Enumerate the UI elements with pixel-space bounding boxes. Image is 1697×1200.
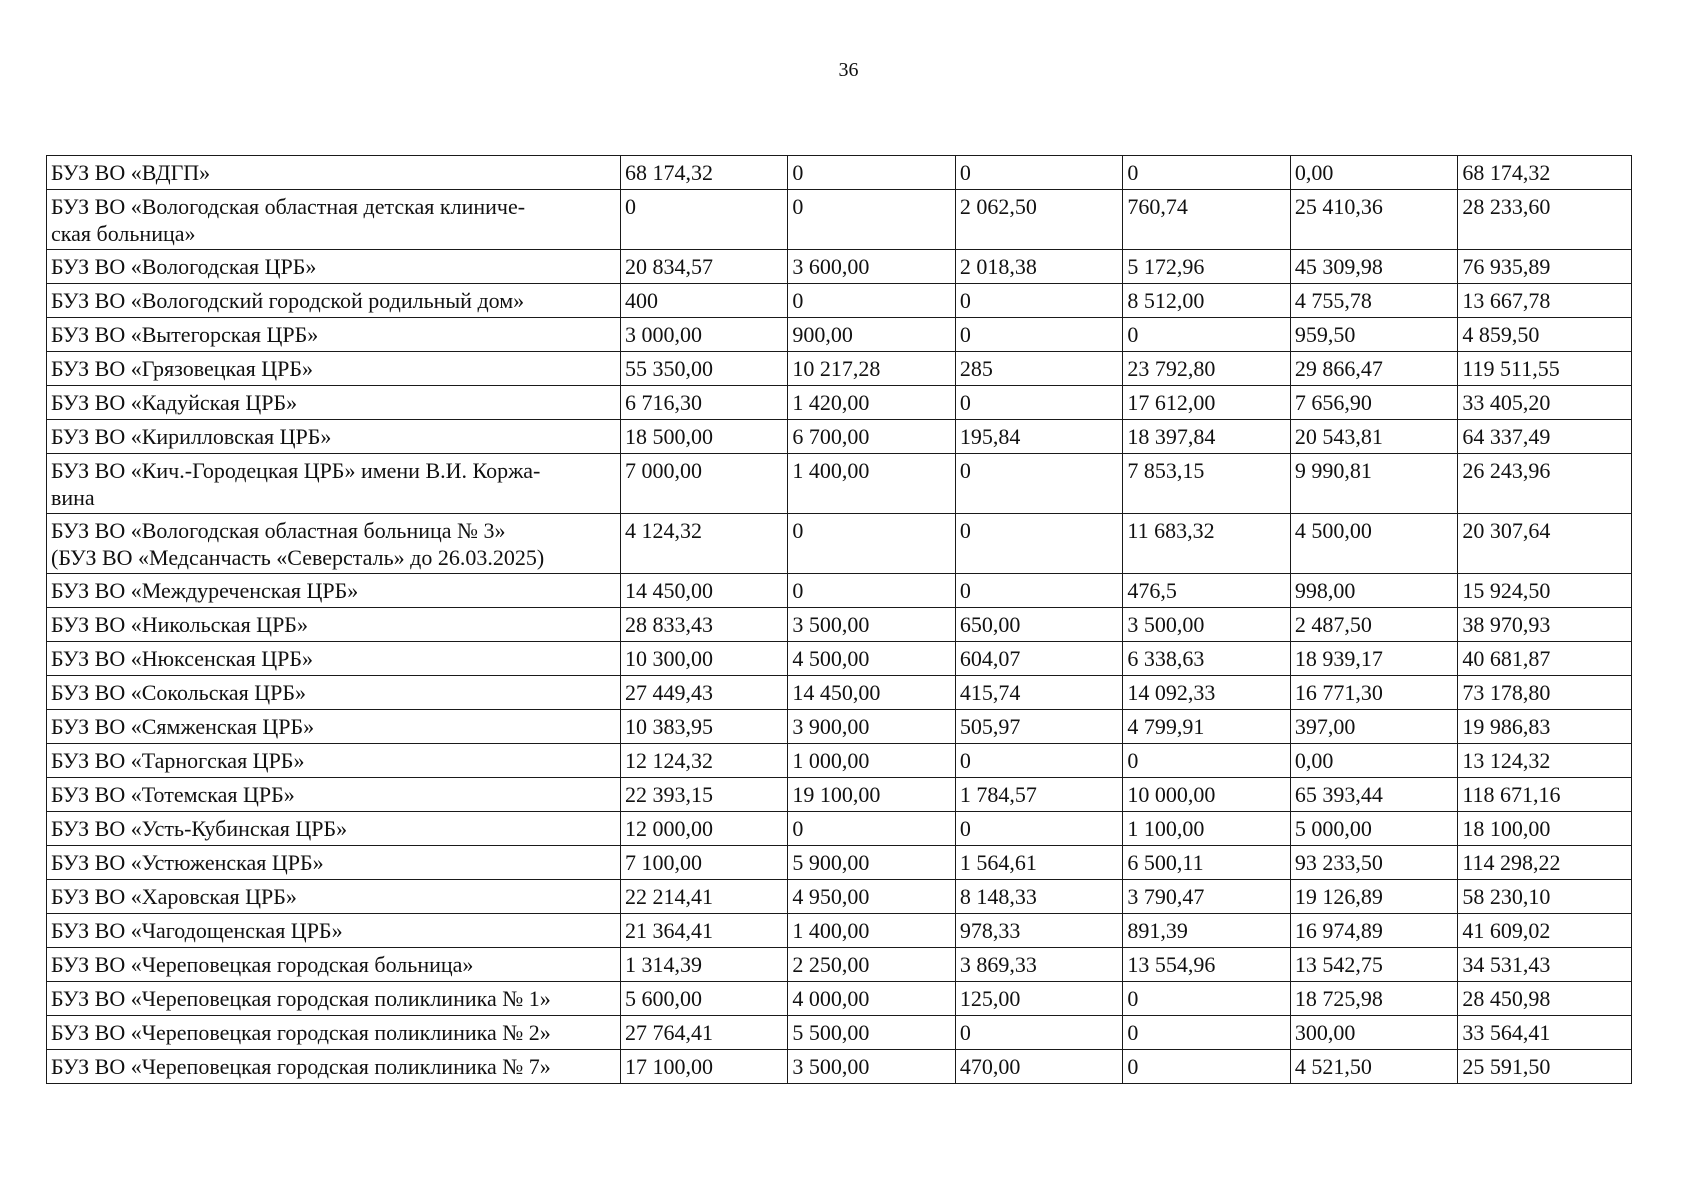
value-col-4-cell: 8 512,00	[1123, 284, 1290, 318]
value-col-3-cell: 285	[955, 352, 1122, 386]
value-col-4-cell: 760,74	[1123, 190, 1290, 250]
institution-name-cell: БУЗ ВО «Сямженская ЦРБ»	[47, 710, 621, 744]
value-col-3-cell: 604,07	[955, 642, 1122, 676]
value-col-3-cell: 2 062,50	[955, 190, 1122, 250]
value-col-2-cell: 1 420,00	[788, 386, 955, 420]
value-col-1-cell: 6 716,30	[620, 386, 787, 420]
total-cell: 19 986,83	[1458, 710, 1632, 744]
value-col-4-cell: 23 792,80	[1123, 352, 1290, 386]
institution-name-cell: БУЗ ВО «Кирилловская ЦРБ»	[47, 420, 621, 454]
institution-name-cell: БУЗ ВО «Череповецкая городская поликлиника № 1»	[47, 982, 621, 1016]
institution-name-cell: БУЗ ВО «Междуреченская ЦРБ»	[47, 574, 621, 608]
page-number: 36	[838, 59, 859, 81]
table-row	[47, 778, 1632, 812]
value-col-2-cell: 4 000,00	[788, 982, 955, 1016]
table-row	[47, 574, 1632, 608]
value-col-3-cell: 195,84	[955, 420, 1122, 454]
institution-name-cell: БУЗ ВО «Череповецкая городская больница»	[47, 948, 621, 982]
value-col-2-cell: 3 500,00	[788, 608, 955, 642]
table-row	[47, 454, 1632, 514]
value-col-1-cell: 5 600,00	[620, 982, 787, 1016]
value-col-2-cell: 3 600,00	[788, 250, 955, 284]
value-col-1-cell: 68 174,32	[620, 156, 787, 190]
value-col-2-cell: 5 500,00	[788, 1016, 955, 1050]
value-col-4-cell: 0	[1123, 156, 1290, 190]
total-cell: 38 970,93	[1458, 608, 1632, 642]
total-cell: 25 591,50	[1458, 1050, 1632, 1084]
value-col-3-cell: 978,33	[955, 914, 1122, 948]
value-col-5-cell: 397,00	[1290, 710, 1457, 744]
value-col-2-cell: 2 250,00	[788, 948, 955, 982]
value-col-5-cell: 0,00	[1290, 156, 1457, 190]
value-col-1-cell: 10 383,95	[620, 710, 787, 744]
institution-name-cell: БУЗ ВО «Череповецкая городская поликлиника № 2»	[47, 1016, 621, 1050]
total-cell: 18 100,00	[1458, 812, 1632, 846]
value-col-2-cell: 19 100,00	[788, 778, 955, 812]
value-col-2-cell: 0	[788, 190, 955, 250]
value-col-2-cell: 900,00	[788, 318, 955, 352]
value-col-2-cell: 4 950,00	[788, 880, 955, 914]
total-cell: 13 124,32	[1458, 744, 1632, 778]
value-col-3-cell: 0	[955, 386, 1122, 420]
total-cell: 13 667,78	[1458, 284, 1632, 318]
value-col-3-cell: 1 564,61	[955, 846, 1122, 880]
value-col-2-cell: 0	[788, 156, 955, 190]
total-cell: 33 564,41	[1458, 1016, 1632, 1050]
value-col-5-cell: 2 487,50	[1290, 608, 1457, 642]
value-col-3-cell: 415,74	[955, 676, 1122, 710]
value-col-5-cell: 19 126,89	[1290, 880, 1457, 914]
table-row	[47, 284, 1632, 318]
funding-table	[46, 155, 1632, 1084]
value-col-5-cell: 4 500,00	[1290, 514, 1457, 574]
table-row	[47, 608, 1632, 642]
value-col-3-cell: 0	[955, 454, 1122, 514]
value-col-4-cell: 6 338,63	[1123, 642, 1290, 676]
value-col-4-cell: 0	[1123, 744, 1290, 778]
table-body	[47, 156, 1632, 1084]
institution-name-cell: БУЗ ВО «Кадуйская ЦРБ»	[47, 386, 621, 420]
value-col-2-cell: 3 900,00	[788, 710, 955, 744]
value-col-1-cell: 0	[620, 190, 787, 250]
institution-name-cell: БУЗ ВО «Тарногская ЦРБ»	[47, 744, 621, 778]
table-row	[47, 1016, 1632, 1050]
value-col-1-cell: 4 124,32	[620, 514, 787, 574]
value-col-1-cell: 1 314,39	[620, 948, 787, 982]
total-cell: 33 405,20	[1458, 386, 1632, 420]
table-row	[47, 676, 1632, 710]
institution-name-cell: БУЗ ВО «Харовская ЦРБ»	[47, 880, 621, 914]
value-col-3-cell: 0	[955, 744, 1122, 778]
table-row	[47, 190, 1632, 250]
value-col-5-cell: 65 393,44	[1290, 778, 1457, 812]
value-col-4-cell: 18 397,84	[1123, 420, 1290, 454]
institution-name-cell: БУЗ ВО «Сокольская ЦРБ»	[47, 676, 621, 710]
value-col-5-cell: 13 542,75	[1290, 948, 1457, 982]
value-col-3-cell: 0	[955, 574, 1122, 608]
value-col-5-cell: 18 939,17	[1290, 642, 1457, 676]
value-col-3-cell: 0	[955, 318, 1122, 352]
table-row	[47, 642, 1632, 676]
value-col-4-cell: 10 000,00	[1123, 778, 1290, 812]
value-col-2-cell: 0	[788, 812, 955, 846]
value-col-5-cell: 20 543,81	[1290, 420, 1457, 454]
total-cell: 28 233,60	[1458, 190, 1632, 250]
value-col-4-cell: 7 853,15	[1123, 454, 1290, 514]
value-col-1-cell: 7 100,00	[620, 846, 787, 880]
value-col-5-cell: 7 656,90	[1290, 386, 1457, 420]
value-col-1-cell: 12 124,32	[620, 744, 787, 778]
value-col-4-cell: 4 799,91	[1123, 710, 1290, 744]
institution-name-cell: БУЗ ВО «Вологодская областная больница № 3» (БУЗ ВО «Медсанчасть «Северсталь» до 26.03.2025)	[47, 514, 621, 574]
value-col-5-cell: 9 990,81	[1290, 454, 1457, 514]
value-col-4-cell: 476,5	[1123, 574, 1290, 608]
total-cell: 28 450,98	[1458, 982, 1632, 1016]
value-col-4-cell: 17 612,00	[1123, 386, 1290, 420]
value-col-1-cell: 27 449,43	[620, 676, 787, 710]
institution-name-cell: БУЗ ВО «Грязовецкая ЦРБ»	[47, 352, 621, 386]
value-col-4-cell: 0	[1123, 1050, 1290, 1084]
table-row	[47, 880, 1632, 914]
institution-name-cell: БУЗ ВО «Устюженская ЦРБ»	[47, 846, 621, 880]
value-col-1-cell: 20 834,57	[620, 250, 787, 284]
value-col-2-cell: 1 000,00	[788, 744, 955, 778]
value-col-5-cell: 18 725,98	[1290, 982, 1457, 1016]
value-col-3-cell: 470,00	[955, 1050, 1122, 1084]
table-row	[47, 812, 1632, 846]
value-col-5-cell: 959,50	[1290, 318, 1457, 352]
value-col-4-cell: 0	[1123, 982, 1290, 1016]
table-row	[47, 1050, 1632, 1084]
value-col-1-cell: 14 450,00	[620, 574, 787, 608]
value-col-5-cell: 4 755,78	[1290, 284, 1457, 318]
institution-name-cell: БУЗ ВО «Кич.-Городецкая ЦРБ» имени В.И. Коржа- вина	[47, 454, 621, 514]
value-col-3-cell: 0	[955, 812, 1122, 846]
value-col-4-cell: 3 500,00	[1123, 608, 1290, 642]
institution-name-cell: БУЗ ВО «Никольская ЦРБ»	[47, 608, 621, 642]
value-col-2-cell: 0	[788, 284, 955, 318]
value-col-3-cell: 8 148,33	[955, 880, 1122, 914]
table-row	[47, 914, 1632, 948]
value-col-1-cell: 22 393,15	[620, 778, 787, 812]
value-col-3-cell: 2 018,38	[955, 250, 1122, 284]
value-col-1-cell: 21 364,41	[620, 914, 787, 948]
total-cell: 40 681,87	[1458, 642, 1632, 676]
value-col-3-cell: 650,00	[955, 608, 1122, 642]
value-col-4-cell: 1 100,00	[1123, 812, 1290, 846]
total-cell: 68 174,32	[1458, 156, 1632, 190]
value-col-4-cell: 13 554,96	[1123, 948, 1290, 982]
value-col-1-cell: 22 214,41	[620, 880, 787, 914]
total-cell: 119 511,55	[1458, 352, 1632, 386]
table-row	[47, 514, 1632, 574]
value-col-4-cell: 0	[1123, 1016, 1290, 1050]
table-row	[47, 318, 1632, 352]
value-col-3-cell: 3 869,33	[955, 948, 1122, 982]
total-cell: 114 298,22	[1458, 846, 1632, 880]
table-row	[47, 710, 1632, 744]
value-col-2-cell: 0	[788, 574, 955, 608]
value-col-1-cell: 27 764,41	[620, 1016, 787, 1050]
value-col-5-cell: 25 410,36	[1290, 190, 1457, 250]
value-col-3-cell: 505,97	[955, 710, 1122, 744]
value-col-3-cell: 0	[955, 514, 1122, 574]
institution-name-cell: БУЗ ВО «Череповецкая городская поликлиника № 7»	[47, 1050, 621, 1084]
institution-name-cell: БУЗ ВО «Тотемская ЦРБ»	[47, 778, 621, 812]
value-col-5-cell: 5 000,00	[1290, 812, 1457, 846]
value-col-4-cell: 891,39	[1123, 914, 1290, 948]
table-row	[47, 948, 1632, 982]
value-col-4-cell: 0	[1123, 318, 1290, 352]
total-cell: 64 337,49	[1458, 420, 1632, 454]
institution-name-cell: БУЗ ВО «Усть-Кубинская ЦРБ»	[47, 812, 621, 846]
total-cell: 118 671,16	[1458, 778, 1632, 812]
value-col-5-cell: 93 233,50	[1290, 846, 1457, 880]
value-col-4-cell: 11 683,32	[1123, 514, 1290, 574]
value-col-4-cell: 3 790,47	[1123, 880, 1290, 914]
value-col-5-cell: 45 309,98	[1290, 250, 1457, 284]
total-cell: 15 924,50	[1458, 574, 1632, 608]
institution-name-cell: БУЗ ВО «Вологодская областная детская клиниче- ская больница»	[47, 190, 621, 250]
institution-name-cell: БУЗ ВО «ВДГП»	[47, 156, 621, 190]
value-col-1-cell: 400	[620, 284, 787, 318]
value-col-2-cell: 1 400,00	[788, 454, 955, 514]
value-col-3-cell: 1 784,57	[955, 778, 1122, 812]
total-cell: 76 935,89	[1458, 250, 1632, 284]
value-col-3-cell: 0	[955, 284, 1122, 318]
value-col-2-cell: 1 400,00	[788, 914, 955, 948]
value-col-5-cell: 4 521,50	[1290, 1050, 1457, 1084]
institution-name-cell: БУЗ ВО «Вологодская ЦРБ»	[47, 250, 621, 284]
total-cell: 4 859,50	[1458, 318, 1632, 352]
value-col-1-cell: 55 350,00	[620, 352, 787, 386]
value-col-2-cell: 3 500,00	[788, 1050, 955, 1084]
total-cell: 20 307,64	[1458, 514, 1632, 574]
value-col-4-cell: 14 092,33	[1123, 676, 1290, 710]
value-col-2-cell: 14 450,00	[788, 676, 955, 710]
value-col-1-cell: 17 100,00	[620, 1050, 787, 1084]
table-row	[47, 846, 1632, 880]
value-col-1-cell: 12 000,00	[620, 812, 787, 846]
value-col-4-cell: 6 500,11	[1123, 846, 1290, 880]
table-row	[47, 250, 1632, 284]
institution-name-cell: БУЗ ВО «Чагодощенская ЦРБ»	[47, 914, 621, 948]
total-cell: 58 230,10	[1458, 880, 1632, 914]
value-col-1-cell: 18 500,00	[620, 420, 787, 454]
value-col-2-cell: 0	[788, 514, 955, 574]
value-col-5-cell: 998,00	[1290, 574, 1457, 608]
institution-name-cell: БУЗ ВО «Нюксенская ЦРБ»	[47, 642, 621, 676]
total-cell: 73 178,80	[1458, 676, 1632, 710]
value-col-5-cell: 16 974,89	[1290, 914, 1457, 948]
value-col-1-cell: 28 833,43	[620, 608, 787, 642]
value-col-1-cell: 7 000,00	[620, 454, 787, 514]
total-cell: 41 609,02	[1458, 914, 1632, 948]
table-row	[47, 352, 1632, 386]
table-row	[47, 982, 1632, 1016]
value-col-3-cell: 0	[955, 156, 1122, 190]
value-col-3-cell: 0	[955, 1016, 1122, 1050]
value-col-5-cell: 29 866,47	[1290, 352, 1457, 386]
table-row	[47, 420, 1632, 454]
table-row	[47, 744, 1632, 778]
value-col-2-cell: 10 217,28	[788, 352, 955, 386]
value-col-5-cell: 0,00	[1290, 744, 1457, 778]
institution-name-cell: БУЗ ВО «Вытегорская ЦРБ»	[47, 318, 621, 352]
total-cell: 26 243,96	[1458, 454, 1632, 514]
value-col-5-cell: 300,00	[1290, 1016, 1457, 1050]
value-col-1-cell: 3 000,00	[620, 318, 787, 352]
value-col-1-cell: 10 300,00	[620, 642, 787, 676]
value-col-2-cell: 6 700,00	[788, 420, 955, 454]
value-col-3-cell: 125,00	[955, 982, 1122, 1016]
value-col-2-cell: 5 900,00	[788, 846, 955, 880]
total-cell: 34 531,43	[1458, 948, 1632, 982]
table-row	[47, 156, 1632, 190]
value-col-4-cell: 5 172,96	[1123, 250, 1290, 284]
value-col-5-cell: 16 771,30	[1290, 676, 1457, 710]
value-col-2-cell: 4 500,00	[788, 642, 955, 676]
institution-name-cell: БУЗ ВО «Вологодский городской родильный дом»	[47, 284, 621, 318]
table-row	[47, 386, 1632, 420]
